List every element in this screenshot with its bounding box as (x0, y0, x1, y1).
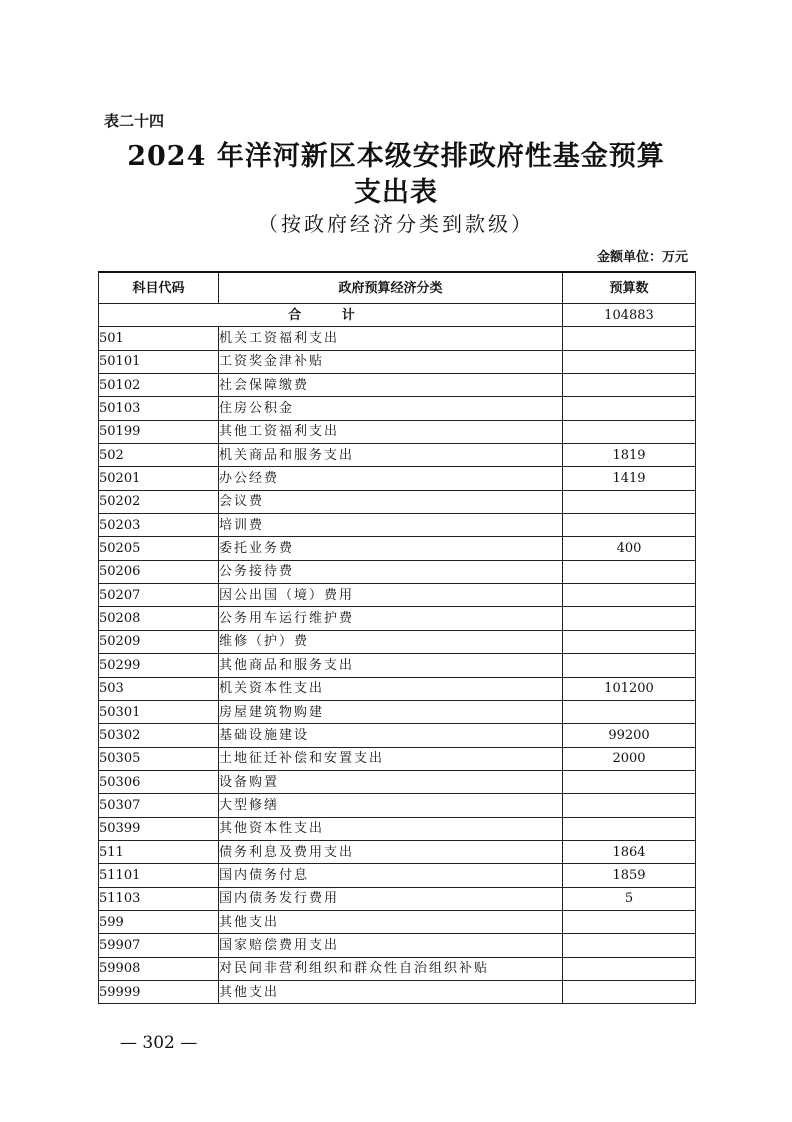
row-category: 国内债务付息 (219, 864, 563, 887)
row-category: 其他支出 (219, 910, 563, 933)
row-amount (563, 607, 696, 630)
row-category: 因公出国（境）费用 (219, 584, 563, 607)
row-category: 公务用车运行维护费 (219, 607, 563, 630)
row-category: 对民间非营利组织和群众性自治组织补贴 (219, 957, 563, 980)
row-amount (563, 397, 696, 420)
row-category: 会议费 (219, 490, 563, 513)
table-row (99, 910, 696, 933)
row-code: 59908 (99, 957, 219, 980)
row-code: 50203 (99, 514, 219, 537)
row-amount (563, 374, 696, 397)
row-code: 50201 (99, 467, 219, 490)
row-code: 51103 (99, 887, 219, 910)
row-category: 其他资本性支出 (219, 817, 563, 840)
page-title-line2: 支出表 (354, 177, 438, 208)
row-amount (563, 794, 696, 817)
row-amount (563, 910, 696, 933)
row-code: 50206 (99, 560, 219, 583)
table-row (99, 887, 696, 910)
row-code: 502 (99, 444, 219, 467)
row-amount (563, 420, 696, 443)
table-row (99, 700, 696, 723)
table-row (99, 654, 696, 677)
row-code: 503 (99, 677, 219, 700)
row-category: 大型修缮 (219, 794, 563, 817)
row-code: 50199 (99, 420, 219, 443)
table-row (99, 397, 696, 420)
row-category: 机关商品和服务支出 (219, 444, 563, 467)
row-code: 50399 (99, 817, 219, 840)
row-code: 50202 (99, 490, 219, 513)
row-amount (563, 630, 696, 653)
row-code: 50207 (99, 584, 219, 607)
row-category: 住房公积金 (219, 397, 563, 420)
page-number: — 302 — (120, 1033, 198, 1053)
row-amount (563, 700, 696, 723)
table-row (99, 957, 696, 980)
table-row (99, 350, 696, 373)
table-row (99, 840, 696, 863)
row-category: 其他工资福利支出 (219, 420, 563, 443)
row-code: 50103 (99, 397, 219, 420)
row-amount (563, 980, 696, 1003)
row-amount (563, 514, 696, 537)
table-row (99, 514, 696, 537)
page-subtitle: （按政府经济分类到款级） (258, 212, 534, 236)
row-category: 办公经费 (219, 467, 563, 490)
table-label: 表二十四 (104, 112, 165, 130)
row-code: 501 (99, 327, 219, 350)
table-row (99, 607, 696, 630)
row-amount (563, 560, 696, 583)
table-row (99, 444, 696, 467)
row-category: 国内债务发行费用 (219, 887, 563, 910)
table-row (99, 770, 696, 793)
row-category: 机关工资福利支出 (219, 327, 563, 350)
row-amount (563, 817, 696, 840)
table-row (99, 980, 696, 1003)
table-row (99, 584, 696, 607)
row-amount: 400 (563, 537, 696, 560)
row-amount: 1419 (563, 467, 696, 490)
total-amount: 104883 (563, 304, 696, 327)
row-category: 培训费 (219, 514, 563, 537)
row-code: 50305 (99, 747, 219, 770)
column-header-amount: 预算数 (563, 272, 696, 304)
row-category: 其他支出 (219, 980, 563, 1003)
table-row (99, 467, 696, 490)
row-code: 50306 (99, 770, 219, 793)
row-amount (563, 654, 696, 677)
row-amount: 1864 (563, 840, 696, 863)
row-amount (563, 490, 696, 513)
row-code: 50307 (99, 794, 219, 817)
row-code: 50205 (99, 537, 219, 560)
table-row (99, 817, 696, 840)
row-code: 50102 (99, 374, 219, 397)
table-header-row (99, 272, 696, 304)
row-category: 国家赔偿费用支出 (219, 934, 563, 957)
row-category: 房屋建筑物购建 (219, 700, 563, 723)
row-category: 维修（护）费 (219, 630, 563, 653)
table-row (99, 677, 696, 700)
table-row (99, 864, 696, 887)
row-amount: 101200 (563, 677, 696, 700)
budget-table (98, 271, 696, 1004)
row-amount: 1819 (563, 444, 696, 467)
row-amount (563, 327, 696, 350)
row-category: 社会保障缴费 (219, 374, 563, 397)
row-code: 50101 (99, 350, 219, 373)
row-amount (563, 934, 696, 957)
row-code: 50299 (99, 654, 219, 677)
row-category: 机关资本性支出 (219, 677, 563, 700)
table-row (99, 724, 696, 747)
row-amount (563, 584, 696, 607)
row-category: 土地征迁补偿和安置支出 (219, 747, 563, 770)
column-header-category: 政府预算经济分类 (219, 272, 563, 304)
total-row (99, 304, 696, 327)
row-amount (563, 350, 696, 373)
row-amount (563, 770, 696, 793)
row-category: 设备购置 (219, 770, 563, 793)
table-row (99, 374, 696, 397)
row-code: 50209 (99, 630, 219, 653)
table-row (99, 747, 696, 770)
row-category: 其他商品和服务支出 (219, 654, 563, 677)
table-row (99, 630, 696, 653)
total-label: 合 计 (99, 304, 563, 327)
table-row (99, 420, 696, 443)
table-row (99, 560, 696, 583)
row-category: 工资奖金津补贴 (219, 350, 563, 373)
row-amount: 99200 (563, 724, 696, 747)
row-code: 50301 (99, 700, 219, 723)
row-code: 50208 (99, 607, 219, 630)
row-code: 59999 (99, 980, 219, 1003)
row-amount: 5 (563, 887, 696, 910)
row-code: 50302 (99, 724, 219, 747)
row-amount: 1859 (563, 864, 696, 887)
row-category: 委托业务费 (219, 537, 563, 560)
row-code: 511 (99, 840, 219, 863)
row-category: 公务接待费 (219, 560, 563, 583)
unit-label: 金额单位：万元 (596, 250, 688, 265)
row-category: 基础设施建设 (219, 724, 563, 747)
table-row (99, 934, 696, 957)
column-header-code: 科目代码 (99, 272, 219, 304)
row-code: 599 (99, 910, 219, 933)
row-amount: 2000 (563, 747, 696, 770)
page-title: 2024 年洋河新区本级安排政府性基金预算 (127, 141, 665, 172)
table-row (99, 490, 696, 513)
table-row (99, 794, 696, 817)
row-category: 债务利息及费用支出 (219, 840, 563, 863)
table-row (99, 537, 696, 560)
row-code: 59907 (99, 934, 219, 957)
row-amount (563, 957, 696, 980)
table-row (99, 327, 696, 350)
row-code: 51101 (99, 864, 219, 887)
